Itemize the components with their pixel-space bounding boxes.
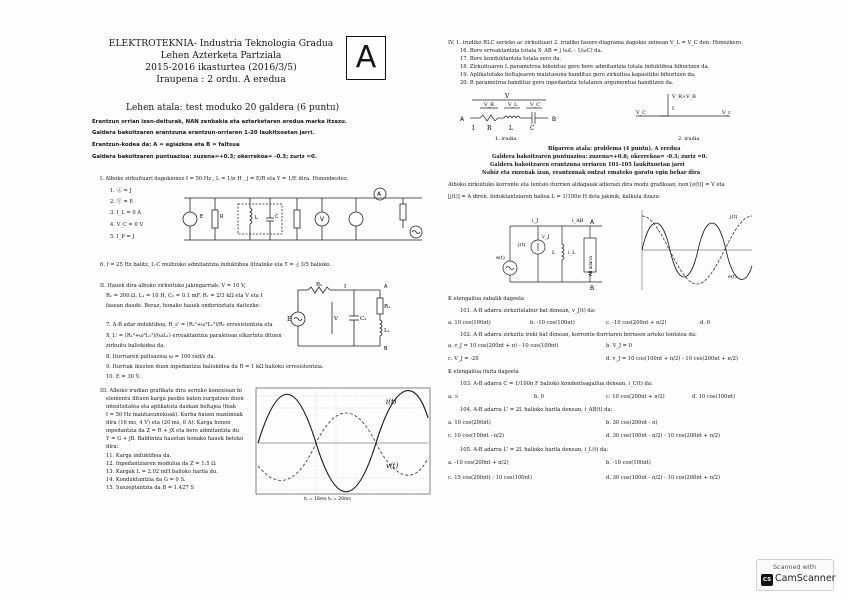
il-label: i_L	[568, 250, 576, 256]
circuit-diagram-I	[176, 184, 432, 250]
terminal-b-problem: B	[590, 285, 595, 292]
question-20: 20. R parametroa handituz gero inpedantzia totalaren argumentua handitzen da.	[460, 80, 674, 86]
vj-label: v_J	[542, 234, 550, 240]
section-III-line5: dira (16 ms, 4 V) eta (20 ms, 6 A). Karga honen	[106, 420, 231, 426]
question-15: 15. Suszeptantzia da B = 1.427 S	[106, 485, 194, 491]
question-5: 5. I_P = J	[110, 234, 135, 240]
phasor-vr-vl-label: V_R+V_B	[672, 94, 696, 100]
section-II-line2: R₁ = 300 Ω, L₁ = 10 H, C₂ = 0.1 mF, R₂ = 2/3 kΩ eta V eta I	[106, 293, 263, 299]
question-7-b: X_L' = (R₁²+ω²L₁²)/(ωL₁) erreaktantzia paraleloan elkartuta dituen	[106, 333, 282, 339]
rule-1: Erantzun orrian izen-deiturak, NAN zenbakia eta azterketaren eredua marka itzazu.	[92, 119, 347, 125]
section-III-line6: inpedantzia da Z = R + jX eta bere admitantzia du	[106, 428, 240, 434]
q103-option-a: a. ∞	[448, 394, 459, 400]
time-marker-labels: t₁ = 16ms t₂ = 20ms	[304, 497, 351, 502]
q104-option-c: c. 10 cos(100πt - π/2)	[448, 433, 505, 439]
question-101: 101. A-B adarra zirkuitulabur bat denean, v_J(t) da:	[460, 308, 596, 314]
section-III-line7: Y = G + jB. Baldintza hauetan honako hauek beteko	[106, 436, 244, 442]
problem-scoring: Galdera bakoitzaren puntuazioa: zuzena=+0.8; okerrekoa= -0.3; zuriz =0.	[492, 154, 708, 160]
q102-option-a: a. v_J = 10 cos(200πt + π) - 10 cos(100πt)	[448, 343, 559, 349]
q102-option-b: b. V_J = 0	[606, 343, 632, 349]
subtitle-switch-open: K etengailua zabalik dagoela	[448, 296, 524, 302]
rule-2: Galdera bakoitzaren erantzuna erantzun-orriaren 1-20 laukitxoetan jarri.	[92, 130, 315, 136]
q101-option-b: b. -10 cos(100πt)	[530, 320, 575, 326]
q102-option-d: d. v_J = 10 cos(100πt + π/2) - 10 cos(200πt + π/2)	[606, 356, 738, 362]
source-e-label: E	[200, 214, 204, 220]
q103-option-c: c. 10 cos(200πt + π/2)	[606, 394, 665, 400]
question-2: 2. Ⓥ = E	[110, 199, 134, 205]
problem-intro-1: Alboko zirkuituko korronte eta tentsio iturrien aldagaiak adierazi dira modu grafikoan, non [e(t)] = V eta	[448, 182, 725, 188]
terminal-a: A	[460, 116, 465, 123]
current-i-label: I	[344, 284, 347, 290]
current-curve-label: i(t)	[386, 398, 397, 406]
source-e-t-label: e(t)	[496, 255, 505, 261]
test-part-title: Lehen atala: test moduko 20 galdera (6 puntu)	[126, 103, 340, 113]
q102-option-c: c. V_J = -20	[448, 356, 479, 362]
question-105: 105. A-B adarra L' = 2L balioko harila denean, i_L(t) da:	[460, 447, 609, 453]
figure-2-caption: 2. irudia	[678, 136, 700, 142]
section-IV-intro: IV. 1. irudiko RLC serieko ac zirkuituari 2. irudiko fasore-diagrama dagokio zeinean V_L = V_C den. Honezkero:	[448, 40, 743, 46]
question-8: 8. Iturriaren pultsazioa ω = 100 rad/s da.	[106, 354, 216, 360]
question-9: 9. Iturriak ikusten duen inpedantzia baliokidea da R = 1 kΩ balioko erresistentzia.	[106, 364, 324, 370]
exam-name: Lehen Azterketa Partziala	[160, 50, 282, 61]
exam-header	[86, 38, 356, 86]
question-7: 7. A-B adar induktiboa, R_s' = (R₁²+ω²L₁²)/R₁ erresistentzia eta	[106, 322, 273, 328]
question-104: 104. A-B adarra L' = 2L balioko harila denean, i_AB(t) da:	[460, 407, 613, 413]
question-13: 13. Kargak L = 2.02 mH balioko harila du.	[106, 469, 218, 475]
l-label-rlc: L	[509, 125, 513, 132]
source-j-t-label: j(t)	[518, 242, 526, 248]
section-III-line2: elementu dituen karga pasibo baten zurgatzen duen	[106, 396, 244, 402]
q101-option-c: c. -10 cos(200πt + π/2)	[606, 320, 667, 326]
rule-3: Erantzun-kodea da: A = egiazkoa eta B = faltsua	[92, 142, 240, 148]
section-III-line4: f = 50 Hz maiztasunekoak). Kurba hauen maximoak	[106, 412, 243, 418]
wave-et-label: e(t)	[728, 274, 737, 280]
camscanner-logo-icon: CS	[761, 574, 773, 586]
question-3: 3. I_L = 0 A	[110, 210, 142, 216]
q105-option-c: c. 15 cos(200πt) - 10 cos(100πt)	[448, 475, 533, 481]
vc-label: V_C	[530, 102, 540, 108]
r1-label: R₁	[384, 304, 391, 310]
q103-option-b: b. 0	[534, 394, 544, 400]
q105-option-d: d. 30 cos(100πt - π/2) - 10 cos(200πt + π/2)	[606, 475, 721, 481]
question-102: 102. A-B adarra zirkuitu ireki bat denean, korronte-iturriaren borneen arteko tentsioa da:	[460, 332, 697, 338]
vl-label: V_L	[508, 102, 518, 108]
circuit-diagram-II	[278, 282, 390, 354]
subtitle-switch-closed: K etengailua itxita dagoela	[448, 369, 519, 375]
wave-jt-label: j(t)	[730, 214, 738, 220]
problem-placement: Galdera bakoitzaren erantzuna orriaren 101-105 laukitxoetan jarri	[490, 162, 685, 168]
course-title: ELEKTROTEKNIA- Industria Teknologia Gradua	[108, 38, 334, 49]
question-11: 11. Karga induktiboa da.	[106, 453, 172, 459]
c2-label: C₂	[360, 316, 367, 322]
camscanner-watermark	[756, 559, 834, 591]
q105-option-b: b. -10 cos(100πt)	[606, 460, 651, 466]
ij-label: i_J	[532, 218, 539, 224]
duration: Iraupena : 2 ordu. A eredua	[156, 74, 286, 85]
figure-1-caption: 1. irudia	[495, 136, 517, 142]
l1-label: L₁	[384, 328, 390, 334]
phasor-vr-label: V_r	[722, 110, 731, 116]
rlc-series-figures	[460, 90, 760, 142]
right-column	[444, 30, 778, 540]
c-label-rlc: C	[530, 125, 535, 132]
section-III-line3: intentsitatea eta aplikatuta daukan boltajea (biak	[106, 404, 237, 410]
scanned-with-text: Scanned with	[773, 563, 817, 571]
waveform-graph-III	[256, 388, 430, 502]
terminal-a-problem: A	[590, 219, 595, 226]
problem-warning: Nahiz eta zuzenak izan, erantzunak ontzat emateko garatu egin behar dira	[482, 170, 701, 176]
phasor-i-label: I	[672, 106, 674, 112]
section-I-intro: I. Alboko zirkuituari dagokionez f = 50 Hz , L = 1/π H , j = E/R eta Y = 1/E dira. Honenbestez,	[100, 176, 349, 182]
section-III-line8: dira:	[106, 444, 119, 450]
question-1: 1. Ⓐ = J	[110, 188, 132, 194]
question-7-c: zirkuitu baliokidea da.	[106, 343, 165, 349]
question-6: 6. f = 25 Hz balitz, L-C multzoko admitantzia induktiboa litzateke eta Y = -j 3/5 balioko.	[100, 262, 332, 268]
r2-label: R₂	[316, 282, 323, 288]
q101-option-d: d. 0	[700, 320, 710, 326]
camscanner-brand: CamScanner	[775, 573, 836, 584]
question-16: 16. Bere erreaktantzia totala X_AB = j (ωL - 1/ωC) da.	[460, 48, 603, 54]
question-4: 4. V_C = 0 V	[110, 222, 144, 228]
capacitor-label: C	[275, 214, 279, 220]
ammeter-label: A	[377, 191, 382, 198]
question-103: 103. A-B adarra C = 1/100π F balioko kondentsagailua denean, i_C(t) da:	[460, 381, 653, 387]
voltmeter-label: V	[320, 216, 325, 223]
q101-option-a: a. 10 cos(100πt)	[448, 320, 491, 326]
q103-option-d: d. 10 cos(100πt)	[692, 394, 736, 400]
r-label-rlc: R	[487, 125, 492, 132]
question-12: 12. Inpedantziaren modulua da Z = 1.5 Ω	[106, 461, 216, 467]
model-letter-box: A	[346, 36, 386, 80]
inductor-label: L	[255, 215, 258, 221]
academic-year: 2015-2016 ikasturtea (2016/3/5)	[145, 62, 297, 73]
question-19: 19. Aplikatutako boltajearen maiztasuna handituz gero zirkuitua kapasitibo bihurtzen da.	[460, 72, 696, 78]
total-voltage-label: V	[505, 93, 510, 100]
q104-option-b: b. 30 cos(200πt - π)	[606, 420, 658, 426]
phasor-vc-label: V_C	[636, 110, 646, 116]
node-a-label: A	[384, 284, 388, 290]
rule-4: Galdera bakoitzaren puntuazioa: zuzena=+0.3; okerrekoa= -0.3; zuriz =0.	[92, 154, 317, 160]
terminal-b: B	[552, 116, 557, 123]
l-label-problem: L	[552, 250, 556, 256]
voltage-curve-label: v(t)	[386, 462, 399, 470]
problem-intro-2: [j(t)] = A diren. Induktantziaren balioa L = 1/100π H dela jakinik, kalkula itzazu:	[448, 194, 661, 200]
resistor-r-label: R	[220, 214, 224, 220]
q104-option-d: d. 30 cos(100πt - π/2) - 10 cos(200πt + π/2)	[606, 433, 721, 439]
current-i-rlc: I	[472, 125, 475, 132]
section-II-line3: fasean daude. Beraz, honako hauek ondorioztatu daitezke:	[106, 303, 261, 309]
question-17: 17. Bere konduktantzia totala zero da.	[460, 56, 562, 62]
section-II-intro: II. Hauek dira alboko zirkuituko jakingarriak: V = 10 V,	[100, 283, 246, 289]
left-column	[86, 30, 434, 540]
problem-part-title: Bigarren atala: problema (4 puntu). A eredua	[548, 146, 681, 152]
vr-label: V_R	[484, 102, 494, 108]
voltage-v-label: V	[334, 316, 338, 322]
node-b-label: B	[384, 346, 388, 352]
q105-option-a: a. -10 cos(200πt + π/2)	[448, 460, 509, 466]
q104-option-a: a. 10 cos(200πt)	[448, 420, 491, 426]
question-14: 14. Konduktantzia da G = 0 S.	[106, 477, 186, 483]
section-III-line1: III. Alboko irudian grafikatu dira serieko konexioan bi	[100, 388, 242, 394]
question-18: 18. Zirkuituaren L parametroa bikoiztuz gero bere admitantzia totala induktiboa bihurtzen da.	[460, 64, 710, 70]
problem-circuit-and-waves	[492, 206, 762, 292]
question-10: 10. E = 30 V.	[106, 374, 141, 380]
source-e-label-II: E	[287, 316, 292, 323]
iab-label: i_AB	[572, 218, 584, 224]
ab-branch-label: AB adarra	[588, 256, 593, 276]
